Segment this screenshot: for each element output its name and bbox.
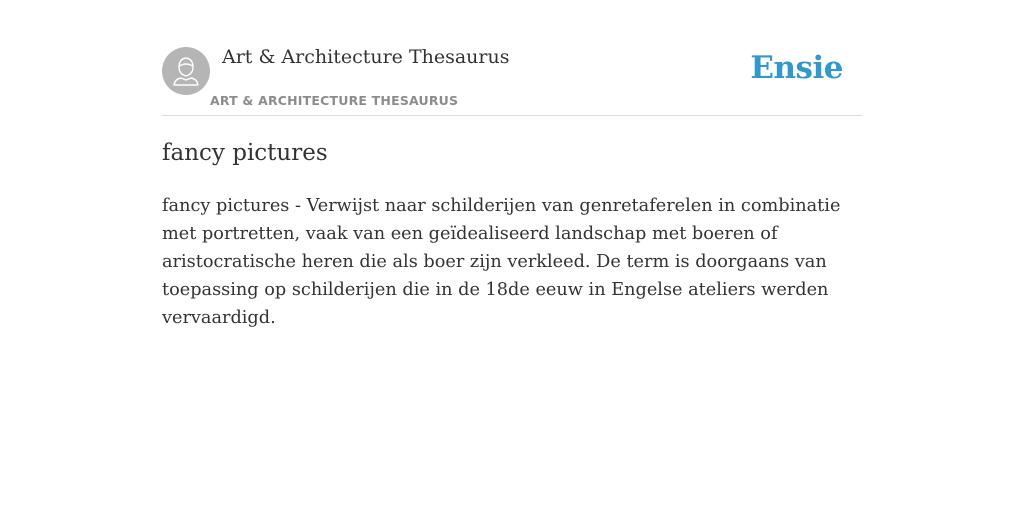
entry-header [162,0,862,116]
entry-title: fancy pictures [162,140,328,166]
avatar[interactable] [162,47,210,95]
source-label[interactable]: ART & ARCHITECTURE THESAURUS [210,93,459,108]
author-name[interactable]: Art & Architecture Thesaurus [222,46,510,68]
entry-definition: fancy pictures - Verwijst naar schilderijen van genretaferelen in combinatie met portretten, vaak van een geïdealiseerd landschap met boeren of aristocratische heren die als boer zijn verkleed. De term is doorgaans van toepassing op schilderijen die in de 18de eeuw in Engelse ateliers werden vervaardigd. [162,196,841,328]
user-icon [162,47,210,95]
page-container [162,0,862,512]
brand-logo[interactable]: Ensie [750,50,843,86]
